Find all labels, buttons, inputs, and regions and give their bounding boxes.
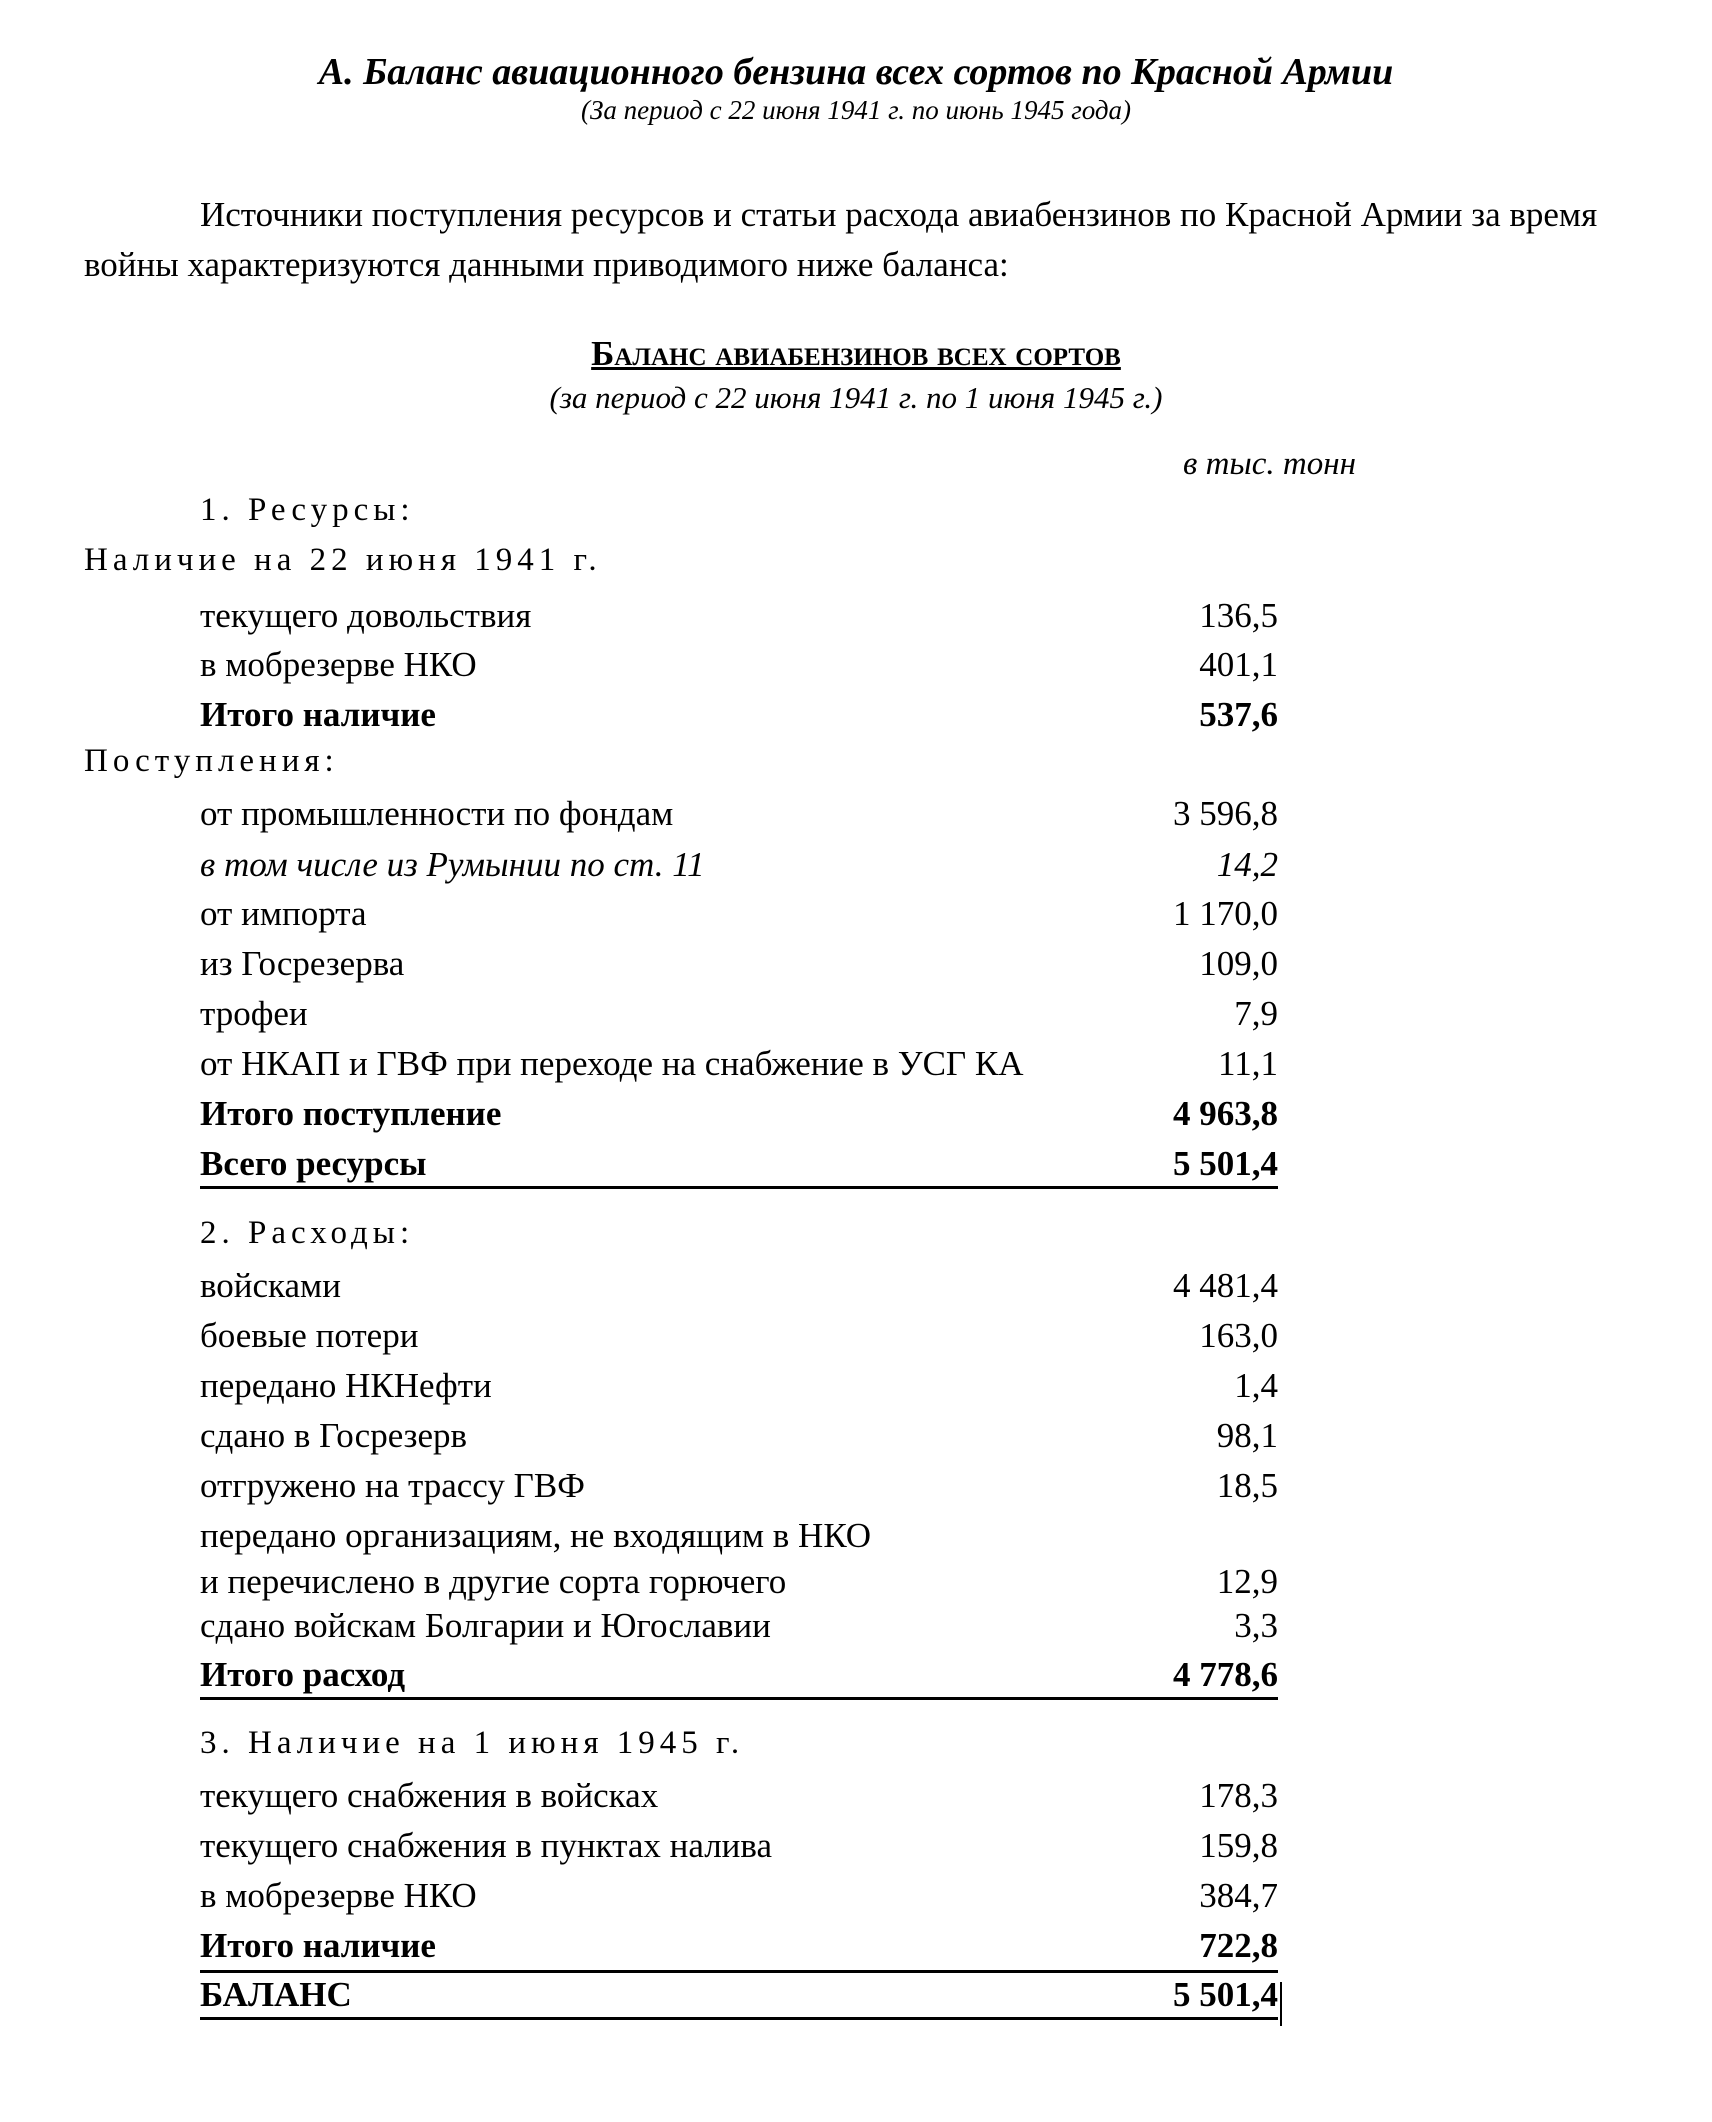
row-label: в мобрезерве НКО: [200, 1876, 477, 1915]
table-row: [200, 992, 1278, 1036]
grand-total-row: [200, 1142, 1278, 1189]
table-subtitle: (за период с 22 июня 1941 г. по 1 июня 1945 г.): [549, 380, 1163, 415]
intro-paragraph: Источники поступления ресурсов и статьи расхода авиабензинов по Красной Армии за время войны характеризуются данными приводимого ниже баланса:: [84, 195, 1598, 284]
table-row: [200, 892, 1278, 936]
row-value: 384,7: [1199, 1876, 1278, 1915]
section-resources-heading: 1. Ресурсы:: [200, 492, 415, 528]
row-value: 136,5: [1199, 596, 1278, 635]
table-row: [200, 1264, 1278, 1308]
row-value: 4 963,8: [1173, 1094, 1278, 1133]
row-label: текущего снабжения в пунктах налива: [200, 1826, 773, 1865]
table-row: [200, 594, 1278, 638]
row-value: 722,8: [1199, 1926, 1278, 1965]
group-availability-heading: Наличие на 22 июня 1941 г.: [84, 542, 602, 578]
row-value: 3 596,8: [1173, 794, 1278, 833]
row-label: сдано войскам Болгарии и Югославии: [200, 1606, 771, 1645]
table-row: [200, 1560, 1278, 1604]
table-row: [200, 942, 1278, 986]
table-row: [200, 843, 1278, 887]
total-row: [200, 1924, 1278, 1968]
table-row: [200, 1364, 1278, 1408]
section-availability-1945-heading: 3. Наличие на 1 июня 1945 г.: [200, 1725, 745, 1761]
row-value: 4 481,4: [1173, 1266, 1278, 1305]
table-row: [200, 643, 1278, 687]
row-label: из Госрезерва: [200, 944, 405, 983]
group-receipts-heading: Поступления:: [84, 743, 339, 779]
row-value: 537,6: [1199, 695, 1278, 734]
row-value: 178,3: [1199, 1776, 1278, 1815]
table-row: [200, 1824, 1278, 1868]
total-row: [200, 1653, 1278, 1700]
row-label: от импорта: [200, 894, 367, 933]
row-label: трофеи: [200, 994, 308, 1033]
row-value: 109,0: [1199, 944, 1278, 983]
row-value: 5 501,4: [1173, 1975, 1278, 2014]
table-row: [200, 1874, 1278, 1918]
row-value: 401,1: [1199, 645, 1278, 684]
row-label: от НКАП и ГВФ при переходе на снабжение в УСГ КА: [200, 1044, 1024, 1083]
row-label: и перечислено в другие сорта горючего: [200, 1562, 787, 1601]
table-row: [200, 1774, 1278, 1818]
row-label: Итого расход: [200, 1655, 406, 1694]
row-label: боевые потери: [200, 1316, 419, 1355]
row-value: 11,1: [1218, 1044, 1278, 1083]
table-row: [200, 1042, 1278, 1086]
row-label: от промышленности по фондам: [200, 794, 674, 833]
table-row: [200, 1514, 1278, 1558]
table-row: [200, 1314, 1278, 1358]
document-title: А. Баланс авиационного бензина всех сортов по Красной Армии: [318, 51, 1394, 93]
text-cursor: [1280, 1982, 1282, 2026]
total-row: [200, 1092, 1278, 1136]
row-label: передано организациям, не входящим в НКО: [200, 1516, 872, 1555]
row-value: 12,9: [1216, 1562, 1278, 1601]
row-value: 4 778,6: [1173, 1655, 1278, 1694]
row-label: в мобрезерве НКО: [200, 645, 477, 684]
units-label: в тыс. тонн: [1183, 446, 1356, 482]
row-label: Итого поступление: [200, 1094, 502, 1133]
row-value: 7,9: [1234, 994, 1278, 1033]
row-label: войсками: [200, 1266, 341, 1305]
table-row: [200, 792, 1278, 836]
table-row: [200, 1604, 1278, 1648]
row-label: текущего снабжения в войсках: [200, 1776, 659, 1815]
table-row: [200, 1464, 1278, 1508]
row-value: 1 170,0: [1173, 894, 1278, 933]
row-value: 5 501,4: [1173, 1144, 1278, 1183]
total-row: [200, 693, 1278, 737]
row-label: Итого наличие: [200, 695, 436, 734]
row-label: в том числе из Румынии по ст. 11: [200, 845, 705, 884]
document-subtitle: (За период с 22 июня 1941 г. по июнь 1945 года): [580, 95, 1132, 125]
row-value: 163,0: [1199, 1316, 1278, 1355]
row-label: передано НКНефти: [200, 1366, 492, 1405]
row-label: сдано в Госрезерв: [200, 1416, 468, 1455]
balance-row: [200, 1970, 1278, 2020]
row-label: отгружено на трассу ГВФ: [200, 1466, 585, 1505]
table-row: [200, 1414, 1278, 1458]
row-value: 3,3: [1234, 1606, 1278, 1645]
row-label: БАЛАНС: [200, 1975, 352, 2014]
section-expenses-heading: 2. Расходы:: [200, 1215, 415, 1251]
row-label: текущего довольствия: [200, 596, 532, 635]
row-value: 159,8: [1199, 1826, 1278, 1865]
row-value: 98,1: [1216, 1416, 1278, 1455]
table-title: Баланс авиабензинов всех сортов: [591, 334, 1121, 373]
row-label: Итого наличие: [200, 1926, 436, 1965]
row-value: 18,5: [1216, 1466, 1278, 1505]
row-value: 1,4: [1234, 1366, 1278, 1405]
row-label: Всего ресурсы: [200, 1144, 427, 1183]
row-value: 14,2: [1216, 845, 1278, 884]
